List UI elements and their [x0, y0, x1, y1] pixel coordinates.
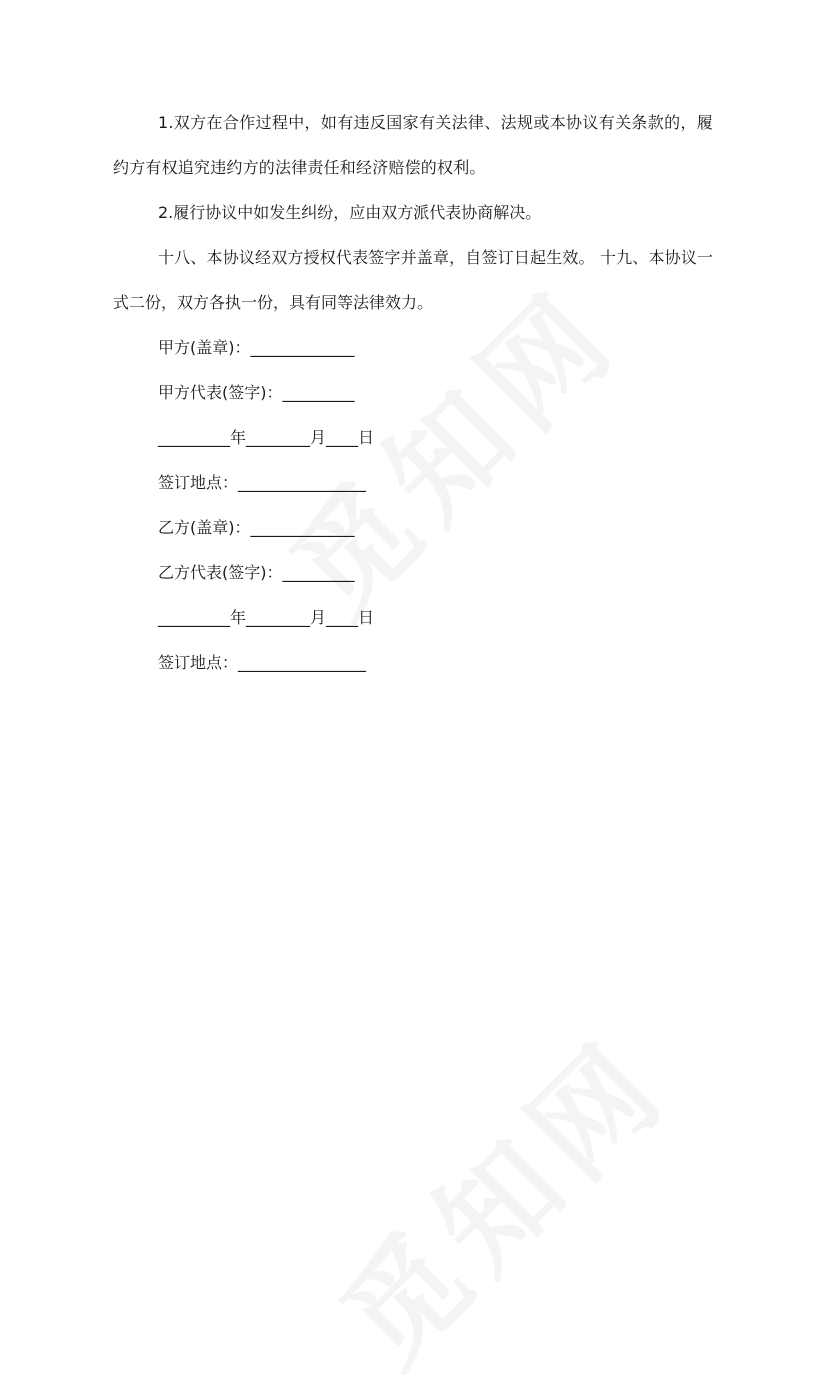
party-a-seal-line: 甲方(盖章)：_____________ [158, 338, 355, 357]
document-body [113, 100, 713, 685]
party-a-representative-line: 甲方代表(签字)：_________ [158, 383, 355, 402]
party-b-seal-line: 乙方(盖章)：_____________ [158, 518, 355, 537]
party-a-signing-place-line: 签订地点：________________ [158, 473, 367, 492]
clause-paragraph-3: 十八、本协议经双方授权代表签字并盖章，自签订日起生效。 十九、本协议一式二份，双方各执一份，具有同等法律效力。 [113, 248, 713, 312]
party-a-date-line: _________年________月____日 [158, 428, 375, 447]
party-b-signing-place-line: 签订地点：________________ [158, 653, 367, 672]
party-b-representative-line: 乙方代表(签字)：_________ [158, 563, 355, 582]
clause-paragraph-2: 2.履行协议中如发生纠纷，应由双方派代表协商解决。 [158, 203, 542, 222]
clause-paragraph-1: 1.双方在合作过程中，如有违反国家有关法律、法规或本协议有关条款的，履约方有权追究违约方的法律责任和经济赔偿的权利。 [113, 113, 713, 177]
party-b-date-line: _________年________月____日 [158, 608, 375, 627]
watermark-text-bottom [298, 995, 698, 1395]
